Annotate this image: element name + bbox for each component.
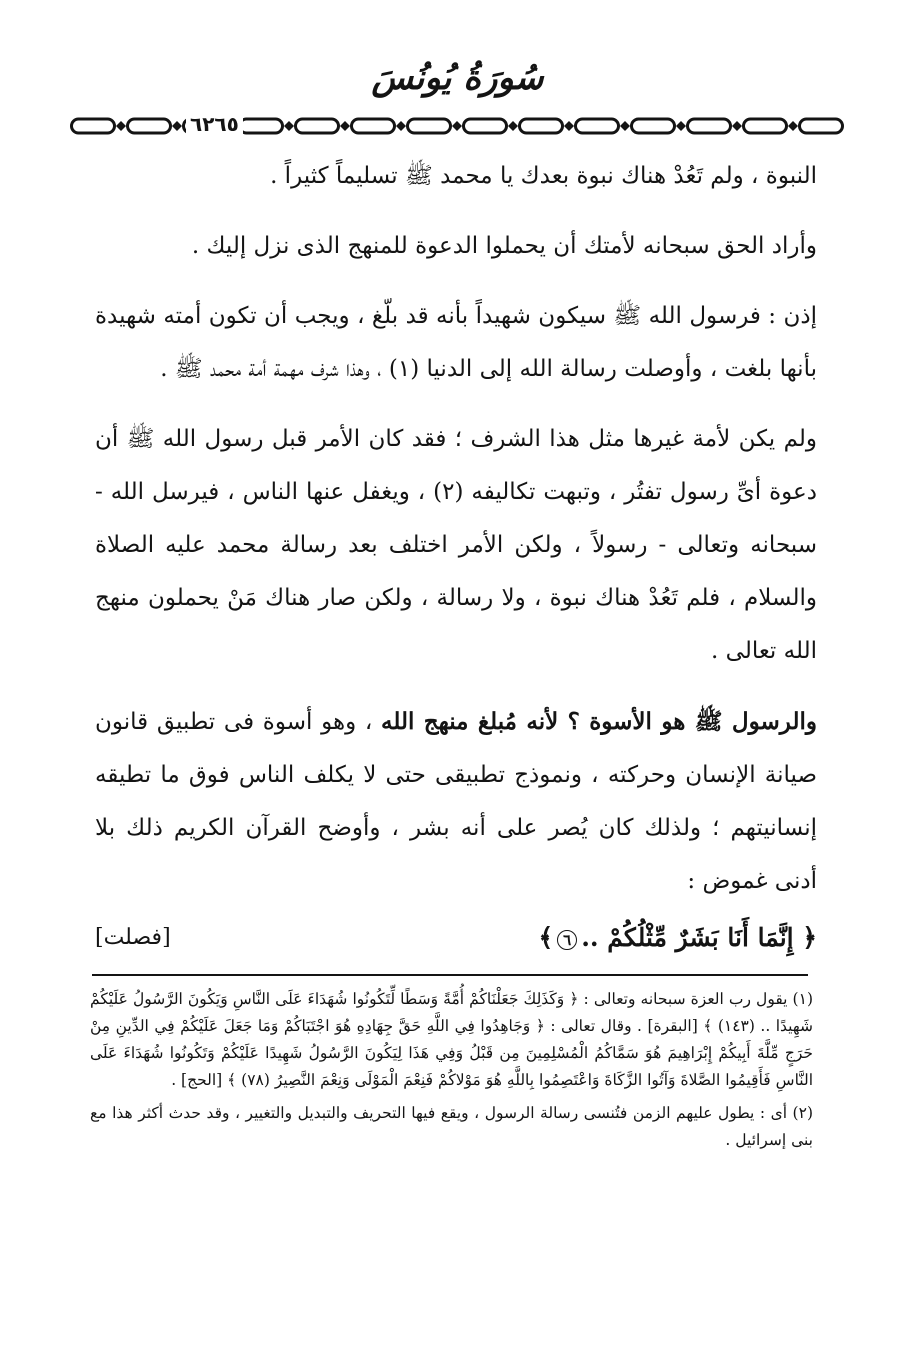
footnote-2: (٢) أى : يطول عليهم الزمن فتُنسى رسالة الرسول ، ويقع فيها التحريف والتبديل والتغيير ، وقد حدث أكثر هذا مع بنى إسرائيل .	[90, 1104, 813, 1149]
ornament-diamond-10	[676, 121, 686, 131]
verse-close-bracket: ﴾	[538, 923, 554, 952]
ornament-diamond-3	[284, 121, 294, 131]
ornament-diamond-1	[172, 121, 182, 131]
paragraph-3: إذن : فرسول الله ﷺ سيكون شهيداً بأنه قد بلّغ ، ويجب أن تكون أمته شهيدة بأنها بلغت ، وأوصلت رسالة الله إلى الدنيا (١) ، وهذا شرف مهمة أمة محمد ﷺ .	[95, 303, 817, 382]
ornament-diamond-8	[564, 121, 574, 131]
quran-verse-line	[95, 910, 817, 966]
ornament-oval-11	[688, 119, 731, 133]
ornament-diamond-5	[396, 121, 406, 131]
paragraph-5-rest: ، وهو أسوة فى تطبيق قانون صيانة الإنسان وحركته ، ونموذج تطبيقى حتى لا يكلف الناس فوق ما تطيقه إنسانيتهم ؛ ولذلك كان يُصر على أنه بشر ، وأوضح القرآن الكريم ذلك بلا أدنى غموض :	[95, 709, 817, 894]
paragraph-5-bold-lead: والرسول ﷺ هو الأسوة ؟ لأنه مُبلغ منهج الله	[381, 708, 817, 735]
ornament-oval-8	[520, 119, 563, 133]
ornament-diamond-12	[788, 121, 798, 131]
paragraph-2: وأراد الحق سبحانه لأمتك أن يحملوا الدعوة للمنهج الذى نزل إليك .	[191, 233, 817, 259]
ornament-diamond-9	[620, 121, 630, 131]
footnote-1: (١) يقول رب العزة سبحانه وتعالى : ﴿ وَكَذَلِكَ جَعَلْنَاكُمْ أُمَّةً وَسَطًا لِّتَكُونُوا شُهَدَاءَ عَلَى النَّاسِ وَيَكُونَ الرَّسُولُ عَلَيْكُمْ شَهِيدًا .. (١٤٣) ﴾ [البقرة] . وقال تعالى : ﴿ وَجَاهِدُوا فِي اللَّهِ حَقَّ جِهَادِهِ هُوَ اجْتَبَاكُمْ وَمَا جَعَلَ عَلَيْكُمْ فِي الدِّينِ مِنْ حَرَجٍ مِّلَّةَ أَبِيكُمْ إِبْرَاهِيمَ هُوَ سَمَّاكُمُ الْمُسْلِمِينَ مِن قَبْلُ وَفِي هَذَا لِيَكُونَ الرَّسُولُ شَهِيدًا عَلَيْكُمْ وَتَكُونُوا شُهَدَاءَ عَلَى النَّاسِ فَأَقِيمُوا الصَّلاةَ وَآتُوا الزَّكَاةَ وَاعْتَصِمُوا بِاللَّهِ هُوَ مَوْلاكُمْ فَنِعْمَ الْمَوْلَى وَنِعْمَ النَّصِيرُ (٧٨) ﴾ [الحج] .	[90, 990, 813, 1089]
ornament-diamond-6	[452, 121, 462, 131]
ornament-diamond-0	[116, 121, 126, 131]
ornament-oval-6	[408, 119, 451, 133]
ornament-diamond-7	[508, 121, 518, 131]
main-text	[95, 150, 817, 966]
ayah-number-marker: ٦	[557, 930, 577, 950]
quran-verse	[538, 910, 817, 966]
ornament-oval-13	[800, 119, 843, 133]
paragraph-4: ولم يكن لأمة غيرها مثل هذا الشرف ؛ فقد كان الأمر قبل رسول الله ﷺ أن دعوة أىِّ رسول تفتُر ، وتبهت تكاليفه (٢) ، ويغفل عنها الناس ، فيرسل الله - سبحانه وتعالى - رسولاً ، ولكن الأمر اختلف بعد رسالة محمد عليه الصلاة والسلام ، فلم تَعُدْ هناك نبوة ، ولا رسالة ، ولكن صار هناك مَنْ يحملون منهج الله تعالى .	[95, 426, 817, 664]
ornament-oval-3	[240, 119, 283, 133]
footnotes	[90, 986, 813, 1154]
ornament-oval-7	[464, 119, 507, 133]
header-ornament-divider	[70, 114, 845, 138]
page-number: ٦٢٦٥	[186, 109, 243, 139]
ornament-oval-4	[296, 119, 339, 133]
ornament-oval-0	[72, 119, 115, 133]
ornament-oval-5	[352, 119, 395, 133]
paragraph-5	[95, 695, 817, 908]
surah-title: سُورَةُ يُونُسَ	[371, 58, 544, 98]
ornament-oval-1	[128, 119, 171, 133]
verse-open-bracket: ﴿	[802, 923, 817, 952]
ornament-diamond-4	[340, 121, 350, 131]
verse-text: إِنَّمَا أَنَا بَشَرٌ مِّثْلُكُمْ ..	[581, 923, 794, 952]
ornament-oval-9	[576, 119, 619, 133]
surah-reference: [فصلت]	[95, 925, 171, 950]
ornament-oval-12	[744, 119, 787, 133]
ornament-diamond-11	[732, 121, 742, 131]
paragraph-1: النبوة ، ولم تَعُدْ هناك نبوة بعدك يا محمد ﷺ تسليماً كثيراً .	[270, 163, 817, 189]
ornament-oval-10	[632, 119, 675, 133]
footnote-separator	[92, 974, 808, 976]
